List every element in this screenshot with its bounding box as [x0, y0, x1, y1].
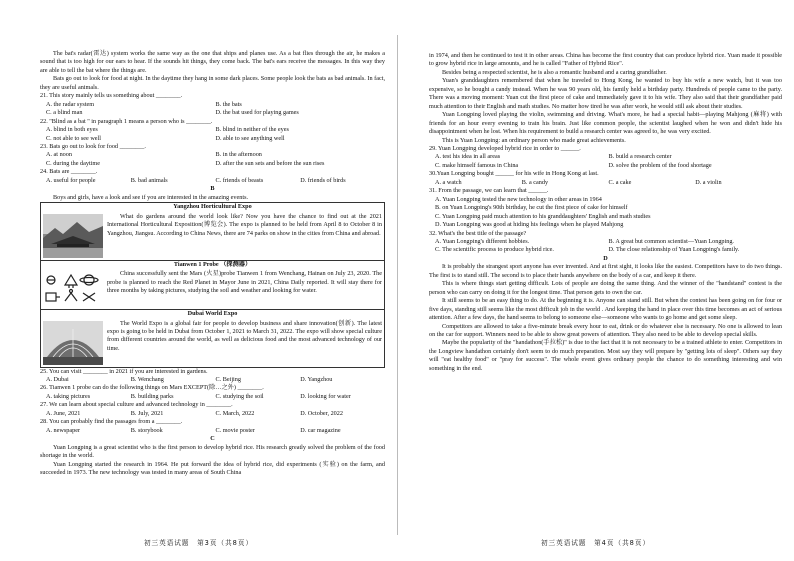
option-26-a: A. taking pictures: [46, 392, 91, 400]
question-22-options: [40, 126, 385, 134]
option-31-c: C. Yuan Longping paid much attention to his granddaughters' English and math studies: [435, 212, 651, 220]
question-28-options: [40, 427, 385, 435]
garden-photo: [43, 214, 103, 258]
question-24-options: [40, 177, 385, 185]
option-32-d: D. The close relationship of Yuan Longping's family.: [608, 246, 740, 254]
option-23-d: D. after the sun sets and before the sun rises: [215, 159, 325, 167]
option-30-a: A. a watch: [435, 178, 462, 186]
option-22-b: B. blind in neither of the eyes: [215, 126, 289, 134]
yuan-paragraph-4: Yuan's granddaughters remembered that when he traveled to Hong Kong, he wanted to buy his wife a new watch, but it was too expensive, so he bought a candy instead. When he was 90 years old, his family held a birthday party. Hundreds of people came to the party. There was a moving moment: Yuan cut the first piece of cake and immediately gave it to his wife. They also said that their grandfather paid much attention to their English and math studies. No matter how tired he was after work, he would still ask about their studies.: [429, 77, 782, 110]
section-b-intro: Boys and girls, have a look and see if you are interested in the amazing events.: [53, 193, 249, 201]
question-24: 24. Bats are ________.: [40, 168, 98, 176]
option-31-a: A. Yuan Longping tested the new technology in other areas in 1964: [435, 195, 602, 203]
handathon-paragraph-2: This is where things start getting difficult. Lots of people are doing the same thing. And the winner of the "handstand" contest is the person who can carry on doing it for the longest time. That person gets to own the car.: [429, 280, 782, 296]
yuan-paragraph-5: Yuan Longping loved playing the violin, swimming and driving. What's more, he had a special habit—playing Mahjong (麻将) with friends for an hour every evening to train his brain. Just like common people, the scientist laughed when he won and didn't hide his disappointment when he lost. When his requirement to build a research center was agreed to, he was very excited.: [429, 111, 782, 136]
handathon-paragraph-3: It still seems to be an easy thing to do. At the beginning it is. Anyone can stand still. But when the contest has been going on for four or five days, standing still seems like the most difficult job in the world . And keeping the hand in place over this time becomes an act of serious attention. After a few days, the hand seems to belong to someone else—someone who wants to go home and get some sleep.: [429, 297, 782, 322]
option-22-c: C. not able to see well: [46, 134, 101, 142]
right-page: [397, 0, 794, 561]
option-21-d: D. the bat used for playing games: [215, 109, 299, 117]
option-26-c: C. studying the soil: [215, 392, 264, 400]
question-29-options-2: [429, 162, 782, 170]
card-text-yangzhou: What do gardens around the world look like? Now you have the chance to find out at the 2021 International Horticultural Exposition(博览会). The expo is planned to be held from April 8 to October 8 in Yangzhou, Jiangsu. According to China News, there are 74 parks on show in the cities from China and abroad.: [107, 212, 382, 237]
question-31: 31. From the passage, we can learn that ______.: [429, 187, 549, 195]
option-24-a: A. useful for people: [46, 176, 96, 184]
option-28-c: C. movie poster: [215, 426, 255, 434]
option-23-c: C. during the daytime: [46, 159, 100, 167]
option-21-c: C. a blind man: [46, 109, 83, 117]
option-31-b: B. on Yuan Longping's 90th birthday, he cut the first piece of cake for himself: [435, 204, 628, 212]
question-23: 23. Bats go out to look for food ________.: [40, 142, 146, 150]
option-24-b: B. bad animals: [130, 176, 168, 184]
option-25-d: D. Yangzhou: [300, 375, 333, 383]
option-27-d: D. October, 2022: [300, 409, 343, 417]
question-27-options: [40, 410, 385, 418]
question-23-options-2: [40, 160, 385, 168]
option-22-d: D. able to see anything well: [215, 134, 285, 142]
question-21: 21. This story mainly tells us something about ________.: [40, 92, 183, 100]
question-26: 26. Tianwen 1 probe can do the following things on Mars EXCEPT(除…之外) ________.: [40, 384, 264, 392]
option-32-b: B. A great but common scientist—Yuan Longping.: [608, 237, 734, 245]
question-26-options: [40, 393, 385, 401]
option-30-d: D. a violin: [695, 178, 722, 186]
option-27-a: A. June, 2021: [46, 409, 81, 417]
yuan-paragraph-6: This is Yuan Longping: an ordinary person who made great achievements.: [442, 136, 626, 144]
question-22-options-2: [40, 135, 385, 143]
option-21-b: B. the bats: [215, 100, 242, 108]
bat-paragraph-2: Bats go out to look for food at night. In the daytime they hang in some dark places. Some people look the bats as bad animals. In fact, they are useful animals.: [40, 75, 385, 91]
space-icons: [43, 271, 103, 307]
card-text-tianwen: China successfully sent the Mars (火星)probe Tianwen 1 from Wenchang, Hainan on July 23, 2020. The probe is planned to reach the Red Planet in Mayor June in 2021, China Daily reported. It will stay there for three months by taking pictures, studying the soil and weather and looking for water.: [107, 270, 382, 294]
option-27-c: C. March, 2022: [215, 409, 255, 417]
yuan-paragraph-1: Yuan Longping is a great scientist who is the first person to develop hybrid rice. His research greatly solved the problem of the food shortage in the world.: [40, 443, 385, 460]
bat-paragraph-1: The bat's radar(雷达) system works the same way as the one that ships and planes use. As a bat flies through the air, he makes a sound that is too high for our ears to hear. If the sounds hit things, they come back. The bat's ears receive the messages. In this way they are able to tell the bat where the things are.: [40, 50, 385, 74]
option-25-b: B. Wenchang: [130, 375, 164, 383]
yuan-paragraph-2-continued: in 1974, and then he continued to test it in other areas. China has become the first country that can produce hybrid rice. Yuan made it possible to grow hybrid rice in large amounts, and he is called "Father of Hybrid Rice".: [429, 52, 782, 68]
handathon-paragraph-4: Competitors are allowed to take a five-minute break every hour to eat, drink or do whatever else is necessary. No one is allowed to lean on the car for support. Winners need to be able to show great powers of attention. They also need to be able to develop special skills.: [429, 322, 782, 338]
handathon-paragraph-1: It is probably the strangest sport anyone has ever invented. And at first sight, it looks like the easiest. Competitors have to do two things. The first is to stand still. The second is to place their hands anywhere on the body of a car, and keep it there.: [429, 263, 782, 279]
option-23-b: B. in the afternoon: [215, 151, 262, 159]
option-21-a: A. the radar system: [46, 100, 95, 108]
question-21-options-2: [40, 109, 385, 117]
option-28-d: D. car magazine: [300, 426, 341, 434]
card-text-dubai: The World Expo is a global fair for people to develop business and share innovation(创新). The latest expo is going to be held in Dubai from October 1, 2021 to March 31, 2022. The expo will show special culture from different countries around the world, as well as delicious food and the most advanced technology of our time.: [107, 319, 382, 352]
option-29-b: B. build a research center: [608, 153, 672, 161]
option-29-d: D. solve the problem of the food shortage: [608, 161, 712, 169]
option-24-c: C. friends of beasts: [215, 176, 264, 184]
option-25-c: C. Beijing: [215, 375, 241, 383]
question-23-options: [40, 151, 385, 159]
question-29: 29. Yuan Longping developed hybrid rice in order to ______.: [429, 144, 581, 152]
section-b-heading: B: [210, 185, 215, 193]
option-32-c: C. The scientific process to produce hybrid rice.: [435, 246, 554, 254]
event-card-yangzhou: [40, 202, 385, 260]
question-28: 28. You can probably find the passages from a ________.: [40, 418, 183, 426]
question-32-options-2: [429, 246, 782, 254]
dubai-expo-photo: [43, 321, 103, 365]
option-27-b: B. July, 2021: [130, 409, 164, 417]
page-footer-right: 初三英语试题 第4页（共8页）: [540, 538, 651, 547]
question-22: 22. "Blind as a bat " in paragraph 1 means a person who is ________.: [40, 117, 213, 125]
option-29-c: C. make himself famous in China: [435, 161, 519, 169]
question-21-options: [40, 101, 385, 109]
question-32-options: [429, 238, 782, 246]
question-30-options: [429, 179, 782, 187]
section-c-heading: C: [210, 435, 215, 443]
option-29-a: A. test his idea in all areas: [435, 153, 501, 161]
section-d-heading: D: [603, 254, 608, 262]
option-28-a: A. newspaper: [46, 426, 81, 434]
card-title-dubai: Dubai World Expo: [187, 310, 238, 318]
page-footer-left: 初三英语试题 第3页（共8页）: [143, 538, 254, 547]
question-25: 25. You can visit ________ in 2021 if you are interested in gardens.: [40, 367, 208, 375]
option-25-a: A. Dubai: [46, 375, 69, 383]
option-24-d: D. friends of birds: [300, 176, 346, 184]
question-32: 32. What's the best title of the passage?: [429, 229, 527, 237]
card-title-yangzhou: Yangzhou Horticultural Expo: [173, 203, 252, 211]
option-28-b: B. storybook: [130, 426, 163, 434]
option-22-a: A. blind in both eyes: [46, 126, 98, 134]
event-card-tianwen: [40, 261, 385, 310]
question-30: 30.Yuan Longping bought ______ for his wife in Hong Kong at last.: [429, 170, 599, 178]
event-card-dubai: [40, 310, 385, 367]
yuan-paragraph-2: Yuan Longping started the research in 1964. He put forward the idea of hybrid rice, did experiments (实验) on the farm, and succeeded in 1973. The new technology was tested in many areas of South China: [40, 460, 385, 476]
option-31-d: D. Yuan Longping was good at hiding his feelings when he played Mahjong: [435, 221, 624, 229]
card-title-tianwen: Tianwen 1 Probe （探测器）: [173, 260, 252, 268]
handathon-paragraph-5: Maybe the popularity of the "handathon(手拉松)" is due to the fact that it is not necessary to be a trained athlete to enter. Competitors in the Longview handathon certainly don't seem to do much preparation. Most say they will prepare by "getting lots of sleep". Others say they will "eat healthy food" or "pray for success". The whole event gives ordinary people the chance to do something interesting and win something in the end.: [429, 339, 782, 372]
question-27: 27. We can learn about special culture and advanced technology in ________.: [40, 401, 233, 409]
option-30-b: B. a candy: [521, 178, 549, 186]
option-23-a: A. at noon: [46, 151, 72, 159]
yuan-paragraph-3: Besides being a respected scientist, he is also a romantic husband and a caring grandfather.: [442, 68, 667, 76]
option-26-d: D. looking for water: [300, 392, 351, 400]
option-30-c: C. a cake: [608, 178, 632, 186]
option-26-b: B. building parks: [130, 392, 174, 400]
question-29-options: [429, 153, 782, 161]
option-32-a: A. Yuan Longping's different hobbies.: [435, 237, 530, 245]
